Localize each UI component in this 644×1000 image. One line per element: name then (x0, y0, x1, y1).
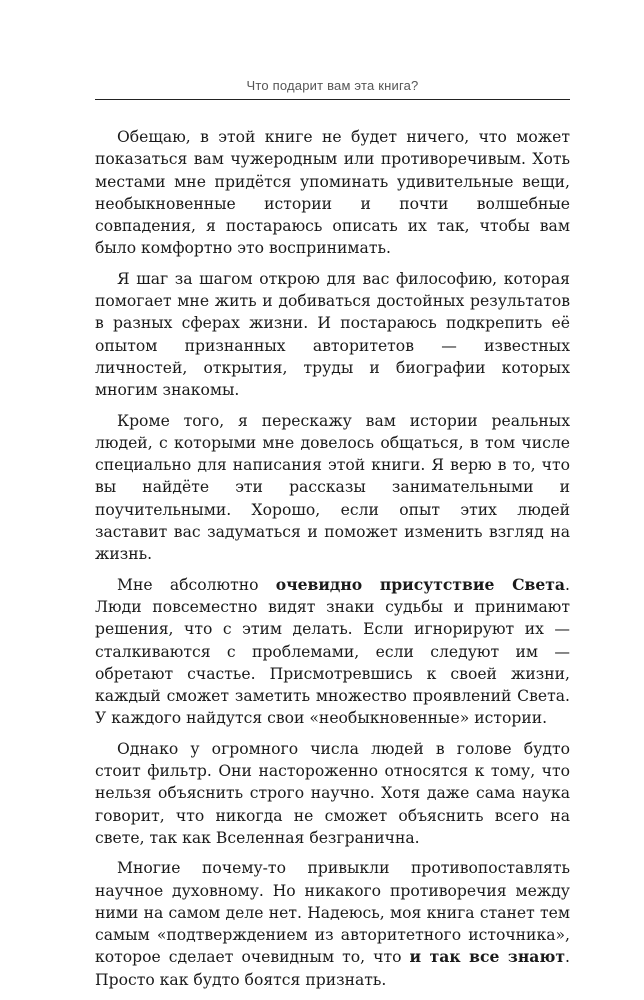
paragraph-light-start: Мне абсолютно (117, 575, 276, 594)
running-header: Что подарит вам эта книга? (246, 78, 419, 93)
paragraph-science-start: Многие почему-то привыкли противопоставлять научное духовному. Но никакого противоречия между ними на самом деле нет. Надеюсь, моя книга станет тем самым «подтверждением из авторитетного источника», которое сделает очевидным то, что (95, 859, 570, 967)
paragraph-science (95, 857, 570, 991)
paragraph-stories: Кроме того, я перескажу вам истории реальных людей, с которыми мне довелось общаться, в том числе специально для написания этой книги. Я верю в то, что вы найдёте эти рассказы занимательными и поучительными. Хорошо, если опыт этих людей заставит вас задуматься и поможет изменить взгляд на жизнь. (95, 411, 570, 564)
paragraph-light (95, 574, 570, 730)
body-text (95, 126, 570, 999)
paragraph-promise: Обещаю, в этой книге не будет ничего, что может показаться вам чужеродным или противоречивым. Хоть местами мне придётся упоминать удивительные вещи, необыкновенные истории и почти волшебные совпадения, я постараюсь описать их так, чтобы вам было комфортно это воспринимать. (95, 128, 570, 258)
paragraph-science-emphasis: и так все знают (409, 947, 566, 967)
paragraph-filter: Однако у огромного числа людей в голове будто стоит фильтр. Они настороженно относятся к тому, что нельзя объяснить строго научно. Хотя даже сама наука говорит, что никогда не сможет объяснить всего на свете, так как Вселенная безгранична. (95, 739, 570, 847)
paragraph-science-end: . Просто как будто боятся признать. (95, 948, 570, 989)
paragraph-philosophy: Я шаг за шагом открою для вас философию, которая помогает мне жить и добиваться достойных результатов в разных сферах жизни. И постараюсь подкрепить её опытом признанных авторитетов — известных личностей, открытия, труды и биографии которых многим знакомы. (95, 269, 570, 400)
header-divider (95, 99, 570, 100)
paragraph-light-emphasis: очевидно присутствие Света (275, 574, 566, 594)
paragraph-light-end: . Люди повсеместно видят знаки судьбы и принимают решения, что с этим делать. Если игнорируют их — сталкиваются с проблемами, если следуют им — обретают счастье. Присмотревшись к своей жизни, каждый сможет заметить множество проявлений Света. У каждого найдутся свои «необыкновенные» истории. (95, 575, 570, 728)
